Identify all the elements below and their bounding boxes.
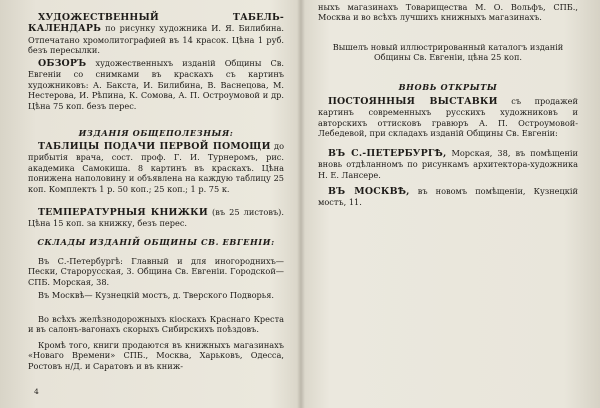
tabel-paragraph [28, 12, 284, 56]
shops-paragraph: Кромѣ того, книги продаются въ книжныхъ магазинахъ «Новаго Времени» СПБ., Москва, Харьковъ, Одесса, Ростовъ н/Д. и Саратовъ и въ книж- [28, 340, 284, 371]
tablitsy-paragraph [28, 141, 284, 194]
warehouses-heading: СКЛАДЫ ИЗДАНІЙ ОБЩИНЫ СВ. ЕВГЕНІИ: [37, 237, 275, 247]
obzor-lead: ОБЗОРЪ [38, 58, 87, 69]
kiosks-paragraph: Во всѣхъ желѣзнодорожныхъ кіоскахъ Краснаго Креста и въ салонъ-вагонахъ скорыхъ Сибирскихъ поѣздовъ. [28, 314, 284, 335]
obzor-paragraph [28, 58, 284, 111]
spb-warehouse-paragraph: Въ С.-Петербургѣ: Главный и для иногороднихъ— Пески, Старорусская, 3. Община Св. Евгеніи. Городской—СПБ. Морская, 38. [28, 256, 284, 287]
tablitsy-lead: ТАБЛИЦЫ ПОДАЧИ ПЕРВОЙ ПОМОЩИ [38, 141, 271, 152]
spb-exhibition-text: Морская, 38, въ помѣщеніи вновь отдѣланномъ по рисункамъ архитектора-художника Н. Е. Лансере. [318, 148, 578, 180]
spb-exhibition-lead: ВЪ С.-ПЕТЕРБУРГѢ, [328, 148, 447, 159]
page-number: 4 [34, 387, 39, 396]
tablitsy-text: до прибытія врача, сост. проф. Г. И. Турнеромъ, рис. академика Самокиша. 8 картинъ въ краскахъ. Цѣна понижена наполовину и объявлена на каждую таблицу 25 коп. Комплектъ 1 р. 50 коп.; 25 коп.; 1 р. 75 к. [28, 141, 285, 194]
continuation-paragraph: ныхъ магазинахъ Товарищества М. О. Вольфъ, СПБ., Москва и во всѣхъ лучшихъ книжныхъ магазинахъ. [318, 2, 578, 23]
knizhki-paragraph [28, 207, 284, 229]
obzor-text: художественныхъ изданій Общины Св. Евгеніи со снимками въ краскахъ съ картинъ художниковъ: А. Бакста, И. Билибина, В. Васнецова, М. Нестерова, И. Рѣпина, К. Сомова, А. П. Остроумовой и др. Цѣна 75 коп. безъ перес. [28, 58, 284, 111]
catalog-paragraph: Вышелъ новый иллюстрированный каталогъ изданій Общины Св. Евгеніи, цѣна 25 коп. [332, 42, 564, 63]
tabel-lead: ХУДОЖЕСТВЕННЫЙ ТАБЕЛЬ-КАЛЕНДАРЬ [28, 12, 284, 35]
knizhki-text: (въ 25 листовъ). Цѣна 15 коп. за книжку, безъ перес. [28, 207, 284, 229]
moscow-exhibition-text: въ новомъ помѣщеніи, Кузнецкій мостъ, 11. [318, 186, 578, 208]
book-gutter [297, 0, 305, 408]
spb-exhibition-paragraph [318, 148, 578, 180]
moscow-exhibition-paragraph [318, 186, 578, 208]
knizhki-lead: ТЕМПЕРАТУРНЫЯ КНИЖКИ [38, 207, 208, 218]
useful-editions-heading: ИЗДАНІЯ ОБЩЕПОЛЕЗНЫЯ: [78, 128, 234, 138]
moscow-warehouse-paragraph: Въ Москвѣ— Кузнецкій мостъ, д. Тверского Подворья. [38, 290, 274, 300]
moscow-exhibition-lead: ВЪ МОСКВѢ, [328, 186, 410, 197]
exhibition-paragraph [318, 96, 578, 139]
exhibition-lead: ПОСТОЯННЫЯ ВЫСТАВКИ [328, 96, 498, 107]
exhibition-text: съ продажей картинъ современныхъ русскихъ художниковъ и авторскихъ оттисковъ гравюръ А. П. Остроумовой-Лебедевой, при складахъ изданій Общины Св. Евгеніи: [318, 96, 578, 139]
newly-opened-heading: ВНОВЬ ОТКРЫТЫ [398, 82, 498, 92]
tabel-text: по рисунку художника И. Я. Билибина. Отпечатано хромолитографией въ 14 красок. Цѣна 1 руб. безъ пересылки. [28, 23, 284, 56]
